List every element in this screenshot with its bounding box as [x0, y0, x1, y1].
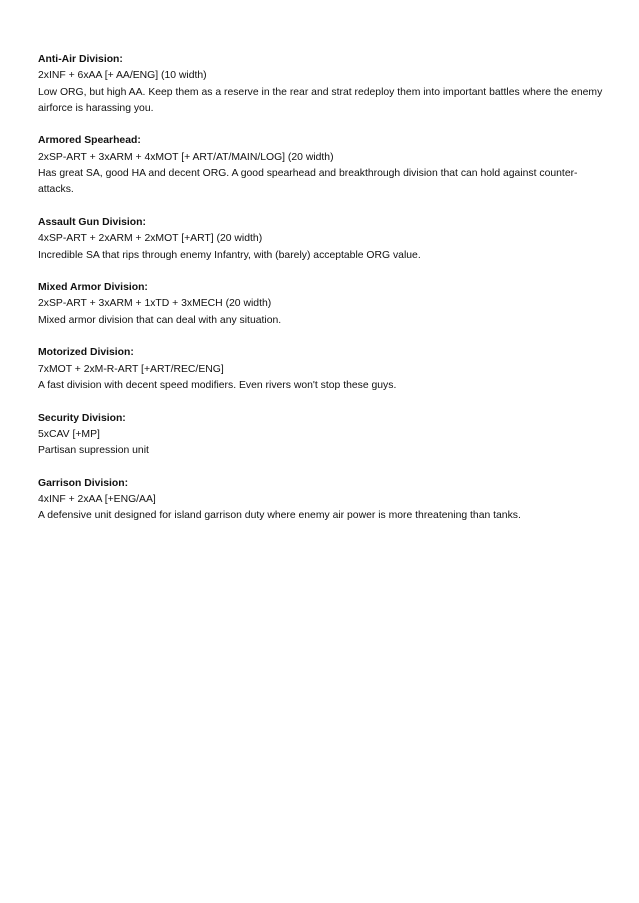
division-section-anti-air [38, 52, 603, 117]
division-description: A defensive unit designed for island garrison duty where enemy air power is more threatening than tanks. [38, 510, 521, 522]
division-composition: 2xINF + 6xAA [+ AA/ENG] (10 width) [38, 70, 207, 82]
division-composition: 4xSP-ART + 2xARM + 2xMOT [+ART] (20 width) [38, 233, 263, 245]
division-title: Assault Gun Division: [38, 216, 146, 228]
division-title: Anti-Air Division: [38, 54, 123, 65]
division-title: Garrison Division: [38, 477, 129, 489]
division-composition: 2xSP-ART + 3xARM + 1xTD + 3xMECH (20 width) [38, 298, 272, 310]
division-title: Mixed Armor Division: [38, 282, 148, 294]
division-description: Has great SA, good HA and decent ORG. A good spearhead and breakthrough division that can hold against counter-attacks. [38, 168, 578, 196]
division-description: Mixed armor division that can deal with any situation. [38, 314, 282, 326]
division-section-assault-gun [38, 215, 603, 264]
division-section-mixed-armor [38, 280, 603, 329]
division-title: Security Division: [38, 412, 126, 424]
division-description: A fast division with decent speed modifiers. Even rivers won't stop these guys. [38, 379, 397, 391]
division-composition: 2xSP-ART + 3xARM + 4xMOT [+ ART/AT/MAIN/LOG] (20 width) [38, 151, 334, 163]
division-composition: 5xCAV [+MP] [38, 428, 100, 440]
division-title: Motorized Division: [38, 347, 134, 359]
division-composition: 4xINF + 2xAA [+ENG/AA] [38, 494, 156, 506]
division-section-motorized [38, 345, 603, 394]
division-description: Partisan supression unit [38, 445, 149, 457]
division-description: Low ORG, but high AA. Keep them as a reserve in the rear and strat redeploy them into important battles where the enemy airforce is harassing you. [38, 86, 603, 114]
division-description: Incredible SA that rips through enemy Infantry, with (barely) acceptable ORG value. [38, 249, 421, 261]
document-page [38, 52, 603, 541]
division-composition: 7xMOT + 2xM-R-ART [+ART/REC/ENG] [38, 363, 224, 375]
division-section-security [38, 411, 603, 460]
division-section-armored-spearhead [38, 133, 603, 198]
division-section-garrison [38, 476, 603, 525]
division-title: Armored Spearhead: [38, 135, 141, 147]
